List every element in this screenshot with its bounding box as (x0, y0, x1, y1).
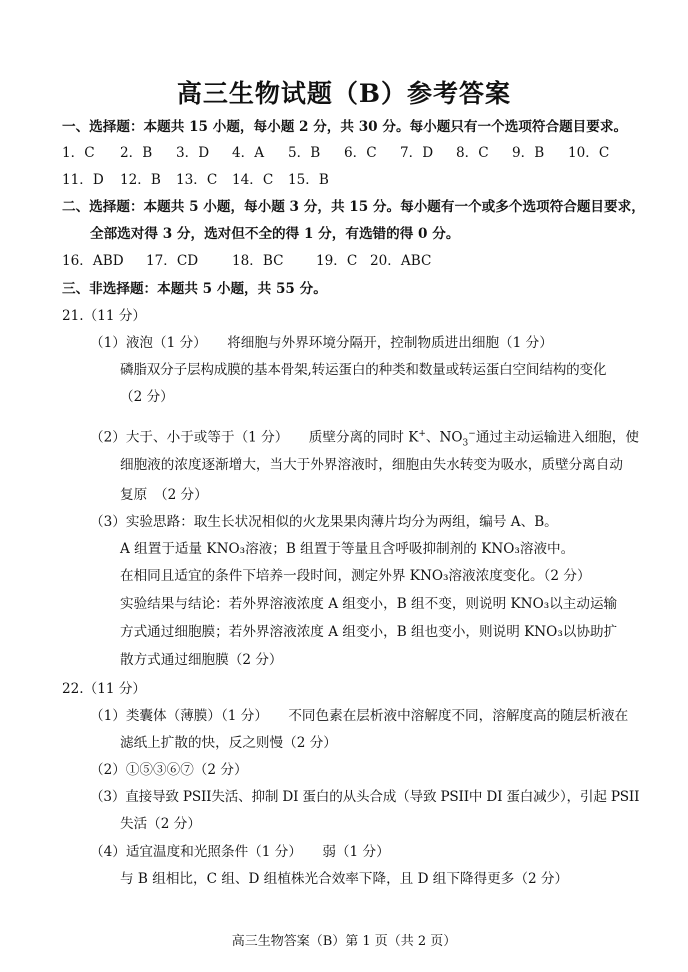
answer-19: 19．C (316, 253, 358, 269)
answer-20: 20．ABC (370, 253, 432, 269)
section1-header: 一、选择题：本题共 15 小题，每小题 2 分，共 30 分。每小题只有一个选项符合题目要求。 (62, 119, 628, 135)
answer-15: 15．B (288, 172, 329, 188)
answer-17: 17．CD (146, 253, 199, 269)
q22-part2: （2）①⑤③⑥⑦（2 分） (90, 762, 248, 778)
answer-1: 1．C (62, 145, 95, 161)
section2-header-line1: 二、选择题：本题共 5 小题，每小题 3 分，共 15 分。每小题有一个或多个选项符合题目要求， (62, 199, 645, 215)
answer-14: 14．C (232, 172, 274, 188)
q21-part1-line2: 磷脂双分子层构成膜的基本骨架,转运蛋白的种类和数量或转运蛋白空间结构的变化 (120, 362, 607, 378)
section2-header-line2: 全部选对得 3 分，选对但不全的得 1 分，有选错的得 0 分。 (90, 226, 460, 242)
q21-part3-line2: A 组置于适量 KNO₃溶液；B 组置于等量且含呼吸抑制剂的 KNO₃溶液中。 (120, 541, 575, 557)
answer-9: 9．B (512, 145, 545, 161)
q22-label: 22.（11 分） (62, 681, 147, 697)
q21-part1-line1: （1）液泡（1 分） 将细胞与外界环境分隔开，控制物质进出细胞（1 分） (90, 335, 553, 351)
answer-13: 13．C (176, 172, 218, 188)
q21-part3-line1: （3）实验思路：取生长状况相似的火龙果果肉薄片均分为两组，编号 A、B。 (90, 514, 558, 530)
q21-part2-line3: 复原 （2 分） (120, 487, 208, 503)
answer-8: 8．C (456, 145, 489, 161)
section3-header: 三、非选择题：本题共 5 小题，共 55 分。 (62, 281, 327, 297)
q22-part3-line1: （3）直接导致 PSII失活、抑制 DI 蛋白的从头合成（导致 PSII中 DI 蛋白减少），引起 PSII (90, 789, 640, 805)
q21-label: 21.（11 分） (62, 308, 147, 324)
answer-16: 16．ABD (62, 253, 124, 269)
q22-part4-line1: （4）适宜温度和光照条件（1 分） 弱（1 分） (90, 844, 390, 860)
answer-5: 5．B (288, 145, 321, 161)
answer-4: 4．A (232, 145, 265, 161)
answer-3: 3．D (176, 145, 210, 161)
q21-part2-line1: （2）大于、小于或等于（1 分） 质壁分离的同时 K+、$NO_3^-$通过主动运输进入细胞，使 (90, 429, 639, 449)
answer-6: 6．C (344, 145, 377, 161)
q22-part4-line2: 与 B 组相比，C 组、D 组植株光合效率下降，且 D 组下降得更多（2 分） (120, 871, 569, 887)
q22-part1-line2: 滤纸上扩散的快，反之则慢（2 分） (120, 735, 337, 751)
q22-part3-line2: 失活（2 分） (120, 816, 201, 832)
q21-part1-line3: （2 分） (120, 389, 174, 405)
answer-7: 7．D (400, 145, 434, 161)
q21-part3-line5: 方式通过细胞膜；若外界溶液浓度 A 组变小，B 组也变小，则说明 KNO₃以协助扩 (120, 624, 618, 640)
q21-part3-line3: 在相同且适宜的条件下培养一段时间，测定外界 KNO₃溶液浓度变化。（2 分） (120, 568, 591, 584)
answer-11: 11．D (62, 172, 104, 188)
page-title: 高三生物试题（B）参考答案 (176, 79, 512, 108)
q21-part3-line6: 散方式通过细胞膜（2 分） (120, 652, 283, 668)
q21-part3-line4: 实验结果与结论：若外界溶液浓度 A 组变小，B 组不变，则说明 KNO₃以主动运输 (120, 596, 618, 612)
answer-12: 12．B (120, 172, 161, 188)
q21-part2-line2: 细胞液的浓度逐渐增大，当大于外界溶液时，细胞由失水转变为吸水，质壁分离自动 (120, 457, 623, 473)
answer-10: 10．C (568, 145, 610, 161)
q22-part1-line1: （1）类囊体（薄膜）（1 分） 不同色素在层析液中溶解度不同，溶解度高的随层析液在 (90, 708, 629, 724)
page-footer: 高三生物答案（B）第 1 页（共 2 页） (231, 934, 457, 949)
answer-18: 18．BC (232, 253, 284, 269)
answer-2: 2．B (120, 145, 153, 161)
